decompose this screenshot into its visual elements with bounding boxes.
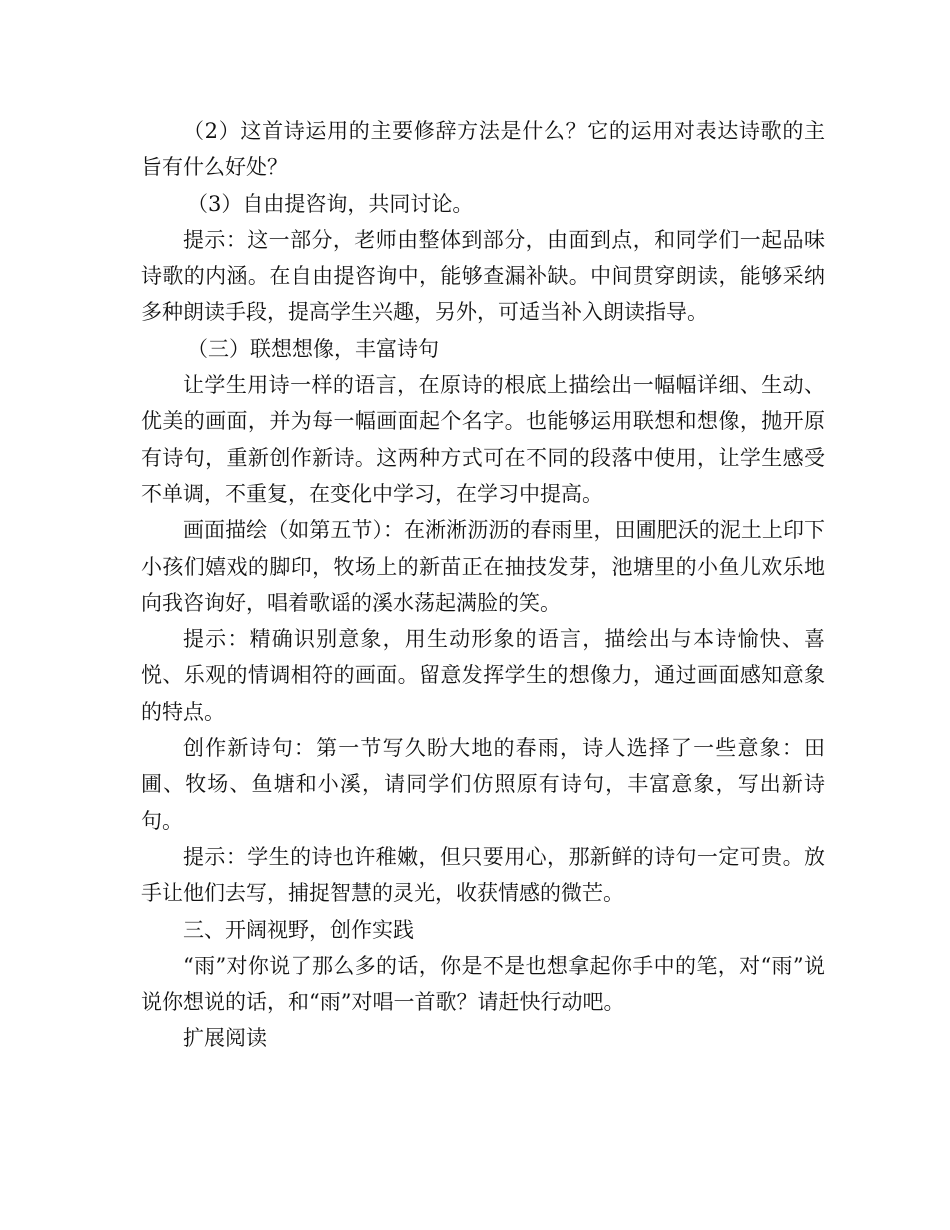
paragraph-question-2: （2）这首诗运用的主要修辞方法是什么？它的运用对表达诗歌的主旨有什么好处？ bbox=[141, 119, 825, 180]
paragraph-imagination-intro: 让学生用诗一样的语言，在原诗的根底上描绘出一幅幅详细、生动、优美的画面，并为每一幅画面起个名字。也能够运用联想和想像，抛开原有诗句，重新创作新诗。这两种方式可在不同的段落中使用，让学生感受不单调，不重复，在变化中学习，在学习中提高。 bbox=[141, 373, 825, 506]
paragraph-hint-2: 提示：精确识别意象，用生动形象的语言，描绘出与本诗愉快、喜悦、乐观的情调相符的画面。留意发挥学生的想像力，通过画面感知意象的特点。 bbox=[141, 627, 825, 724]
section-heading-practice: 三、开阔视野，创作实践 bbox=[183, 917, 414, 942]
section-heading-extended-reading: 扩展阅读 bbox=[183, 1026, 267, 1051]
section-heading-imagination: （三）联想想像，丰富诗句 bbox=[187, 336, 439, 361]
paragraph-scene-description: 画面描绘（如第五节）：在淅淅沥沥的春雨里，田圃肥沃的泥土上印下小孩们嬉戏的脚印，牧场上的新苗正在抽技发芽，池塘里的小鱼儿欢乐地向我咨询好，唱着歌谣的溪水荡起满脸的笑。 bbox=[141, 518, 825, 615]
paragraph-hint-3: 提示：学生的诗也许稚嫩，但只要用心，那新鲜的诗句一定可贵。放手让他们去写，捕捉智慧的灵光，收获情感的微芒。 bbox=[141, 844, 825, 906]
paragraph-question-3: （3）自由提咨询，共同讨论。 bbox=[187, 191, 474, 216]
paragraph-hint-1: 提示：这一部分，老师由整体到部分，由面到点，和同学们一起品味诗歌的内涵。在自由提咨询中，能够查漏补缺。中间贯穿朗读，能够采纳多种朗读手段，提高学生兴趣，另外，可适当补入朗读指导。 bbox=[141, 227, 825, 325]
paragraph-practice-prompt: “雨”对你说了那么多的话，你是不是也想拿起你手中的笔，对“雨”说说你想说的话，和“雨”对唱一首歌？请赶快行动吧。 bbox=[141, 953, 825, 1015]
paragraph-new-verses: 创作新诗句：第一节写久盼大地的春雨，诗人选择了一些意象：田圃、牧场、鱼塘和小溪，请同学们仿照原有诗句，丰富意象，写出新诗句。 bbox=[141, 736, 825, 833]
document-body bbox=[141, 113, 825, 1057]
